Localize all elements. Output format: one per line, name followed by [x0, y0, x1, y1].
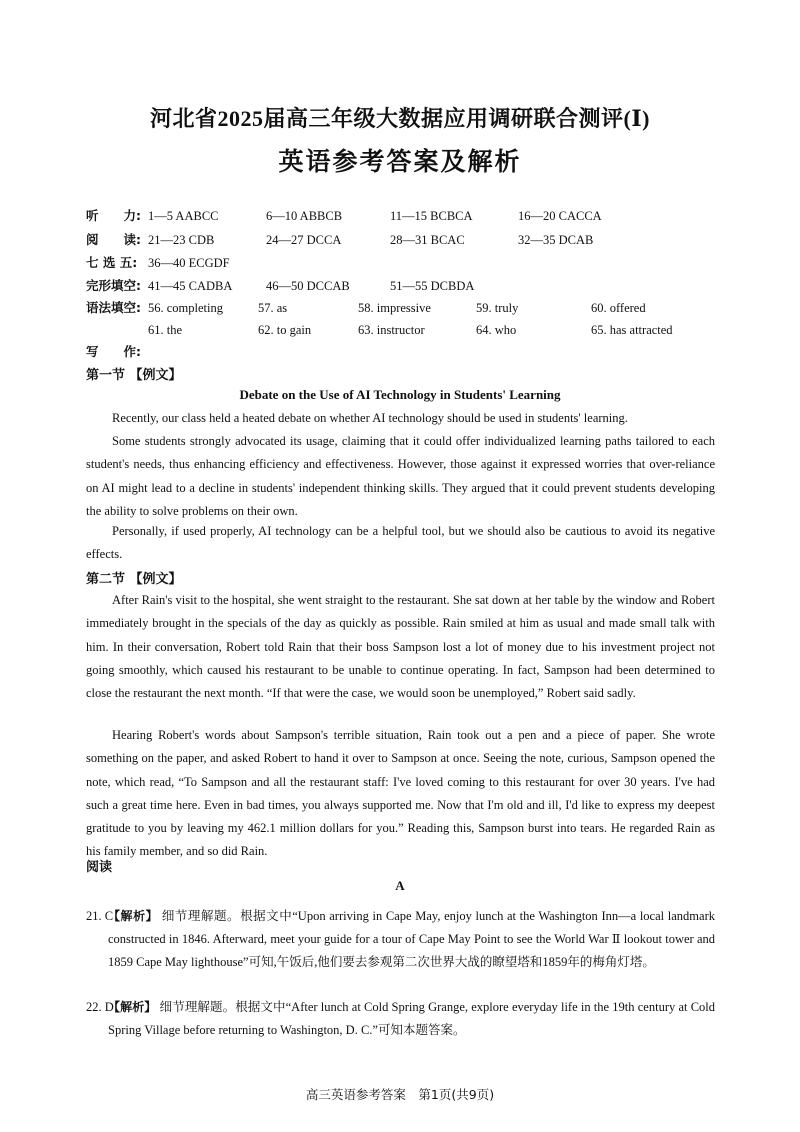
explanation-text: 细节理解题。根据文中“Upon arriving in Cape May, enjoy lunch at the Washington Inn—a local landmark constructed in 1846. Afterward, meet your guide for a tour of Cape May Point to see the World War Ⅱ lookout tower and 1859 Cape May lighthouse”可知,午饭后,他们要去参观第二次世界大战的瞭望塔和1859年的梅角灯塔。: [108, 909, 715, 969]
answer-item: 28—31 BCAC: [390, 233, 465, 247]
question-number: 22. D: [86, 1000, 114, 1014]
answer-item: 51—55 DCBDA: [390, 279, 475, 293]
story-paragraph: After Rain's visit to the hospital, she went straight to the restaurant. She sat down at her table by the window and Robert immediately brought in the specials of the day as quickly as possible. Rain smiled at him as usual and made small talk with him. In their conversation, Robert told Rain that their boss Sampson lost a lot of money due to his investment project not going smoothly, which caused his restaurant to be unable to continue operating. In fact, Sampson had been determined to close the restaurant the next month. “If that were the case, we would soon be unemployed,” Robert said sadly.: [86, 593, 715, 701]
story-paragraph: Hearing Robert's words about Sampson's terrible situation, Rain took out a pen and a piece of paper. She wrote something on the paper, and asked Robert to hand it over to Sampson at once. Seeing the note, curious, Sampson opened the note, which read, “To Sampson and all the restaurant staff: I've loved coming to this restaurant for over 30 years. I've had such a great time here. Even in bad times, you always supported me. Now that I'm old and ill, I'd like to express my deepest gratitude to you by leaving my 462.1 million dollars for you.” Reading this, Sampson burst into tears. He regarded Rain as his family member, and so did Rain.: [86, 728, 715, 859]
answer-item: 62. to gain: [258, 323, 312, 337]
answer-item: 6—10 ABBCB: [266, 209, 343, 223]
answer-label: 完形填空:: [86, 278, 141, 293]
answer-label: 七 选 五:: [86, 255, 138, 270]
explanation-text: 细节理解题。根据文中“After lunch at Cold Spring Grange, explore everyday life in the 19th century at Cold Spring Village before returning to Washington, D. C.”可知本题答案。: [108, 1000, 716, 1037]
answer-item: 61. the: [148, 323, 183, 337]
answer-label: 写 作:: [86, 344, 141, 359]
essay-paragraph: Some students strongly advocated its usage, claiming that it could offer individualized learning paths tailored to each student's needs, thus enhancing efficiency and effectiveness. However, those against it expressed worries that over-reliance on AI might lead to a decline in students' independent thinking skills. They argued that it could prevent students developing the ability to solve problems on their own.: [86, 434, 715, 518]
part-label: A: [395, 878, 405, 893]
answer-item: 58. impressive: [358, 301, 431, 315]
answer-label: 语法填空:: [86, 300, 141, 315]
answer-item: 32—35 DCAB: [518, 233, 594, 247]
section-heading: 阅读: [86, 860, 113, 875]
answer-item: 41—45 CADBA: [148, 279, 233, 293]
answer-item: 63. instructor: [358, 323, 425, 337]
answer-item: 11—15 BCBCA: [390, 209, 473, 223]
question-number: 21. C: [86, 909, 114, 923]
answer-item: 21—23 CDB: [148, 233, 215, 247]
section-heading: 第二节 【例文】: [86, 572, 182, 587]
answer-item: 46—50 DCCAB: [266, 279, 350, 293]
answer-item: 57. as: [258, 301, 288, 315]
answer-item: 59. truly: [476, 301, 519, 315]
answer-label: 听 力:: [86, 208, 141, 223]
explanation-body: [108, 905, 715, 974]
explanation-tag: 【解析】: [108, 909, 159, 923]
essay-paragraph: Recently, our class held a heated debate on whether AI technology should be used in students' learning.: [112, 411, 628, 425]
question-explanation: [86, 996, 715, 1042]
section-heading: 第一节 【例文】: [86, 368, 182, 383]
document-subtitle: 英语参考答案及解析: [278, 149, 522, 176]
explanation-body: [108, 996, 715, 1042]
document-title: 河北省2025届高三年级大数据应用调研联合测评(Ⅰ): [150, 106, 650, 131]
answer-item: 24—27 DCCA: [266, 233, 342, 247]
answer-item: 60. offered: [591, 301, 646, 315]
answer-item: 64. who: [476, 323, 517, 337]
question-explanation: [86, 905, 715, 974]
explanation-tag: 【解析】: [108, 1000, 157, 1014]
answer-item: 36—40 ECGDF: [148, 256, 230, 270]
essay-paragraph: Personally, if used properly, AI technology can be a helpful tool, but we should also be cautious to avoid its negative effects.: [86, 524, 715, 562]
answer-label: 阅 读:: [86, 232, 141, 247]
answer-item: 56. completing: [148, 301, 223, 315]
essay-title: Debate on the Use of AI Technology in Students' Learning: [239, 387, 561, 402]
page-footer: 高三英语参考答案 第1页(共9页): [305, 1087, 495, 1102]
answer-item: 1—5 AABCC: [148, 209, 219, 223]
answer-item: 16—20 CACCA: [518, 209, 602, 223]
answer-item: 65. has attracted: [591, 323, 673, 337]
